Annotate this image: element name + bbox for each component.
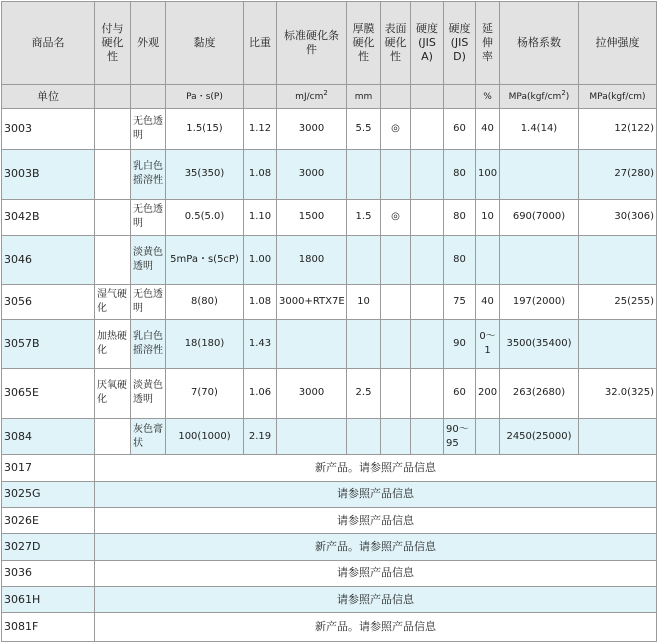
appearance: 乳白色摇溶性 [131,320,166,369]
product-name: 3027D [2,534,95,560]
product-info-note: 请参照产品信息 [95,507,657,533]
youngs-modulus: 3500(35400) [500,320,579,369]
cure-type [95,418,131,455]
tensile-strength: 32.0(325) [579,369,657,419]
cure-type [95,109,131,150]
surface-cure [381,236,411,285]
header-product-name: 商品名 [2,2,95,85]
appearance: 无色透明 [131,199,166,236]
elongation: 0～1 [476,320,500,369]
header-cure-type: 付与硬化性 [95,2,131,85]
note-row [2,560,657,586]
product-name: 3057B [2,320,95,369]
note-row [2,455,657,481]
cure-condition: 1800 [277,236,347,285]
product-info-note: 请参照产品信息 [95,560,657,586]
specific-gravity: 1.08 [244,284,277,319]
unit-modulus: $MPa(kgf/cm^2)$ [500,85,579,109]
thick-film [347,150,381,200]
tensile-strength: 30(306) [579,199,657,236]
elongation: 200 [476,369,500,419]
elongation: 40 [476,109,500,150]
appearance: 乳白色摇溶性 [131,150,166,200]
elongation: 10 [476,199,500,236]
header-thick-film: 厚膜硬化性 [347,2,381,85]
hardness-a [411,236,444,285]
product-info-note: 新产品。请参照产品信息 [95,534,657,560]
hardness-d: 90 [444,320,476,369]
unit-label: 单位 [2,85,95,109]
product-info-note: 新产品。请参照产品信息 [95,455,657,481]
tensile-strength [579,418,657,455]
specific-gravity: 1.00 [244,236,277,285]
product-name: 3065E [2,369,95,419]
product-name: 3003 [2,109,95,150]
viscosity: 0.5(5.0) [166,199,244,236]
elongation: 100 [476,150,500,200]
note-row [2,507,657,533]
header-surface-cure: 表面硬化性 [381,2,411,85]
specific-gravity: 1.08 [244,150,277,200]
specific-gravity: 1.12 [244,109,277,150]
hardness-a [411,369,444,419]
thick-film: 1.5 [347,199,381,236]
unit-cure: $mJ/cm^2$ [277,85,347,109]
specific-gravity: 1.06 [244,369,277,419]
cure-condition: 3000 [277,369,347,419]
thick-film [347,320,381,369]
product-info-note: 请参照产品信息 [95,587,657,613]
table-row [2,109,657,150]
elongation [476,418,500,455]
youngs-modulus [500,236,579,285]
hardness-a [411,109,444,150]
unit-viscosity: Pa・s(P) [166,85,244,109]
table-row [2,150,657,200]
viscosity: 8(80) [166,284,244,319]
product-name: 3084 [2,418,95,455]
elongation [476,236,500,285]
viscosity: 1.5(15) [166,109,244,150]
tensile-strength [579,236,657,285]
unit-row [2,85,657,109]
cure-condition: 3000 [277,109,347,150]
viscosity: 100(1000) [166,418,244,455]
unit-tensile: MPa(kgf/cm) [579,85,657,109]
youngs-modulus: 2450(25000) [500,418,579,455]
header-tensile-strength: 拉伸强度 [579,2,657,85]
tensile-strength: 27(280) [579,150,657,200]
hardness-d: 60 [444,369,476,419]
cure-condition: 3000+RTX7E [277,284,347,319]
header-specific-gravity: 比重 [244,2,277,85]
note-row [2,587,657,613]
product-name: 3003B [2,150,95,200]
viscosity: 5mPa・s(5cP) [166,236,244,285]
product-name: 3026E [2,507,95,533]
cure-type: 湿气硬化 [95,284,131,319]
surface-cure [381,150,411,200]
appearance: 无色透明 [131,109,166,150]
tensile-strength: 25(255) [579,284,657,319]
surface-cure [381,418,411,455]
hardness-d: 80 [444,199,476,236]
youngs-modulus [500,150,579,200]
hardness-a [411,199,444,236]
table-row [2,320,657,369]
thick-film: 10 [347,284,381,319]
youngs-modulus: 690(7000) [500,199,579,236]
cure-condition: 1500 [277,199,347,236]
product-name: 3017 [2,455,95,481]
product-name: 3042B [2,199,95,236]
hardness-a [411,320,444,369]
table-row [2,418,657,455]
appearance: 灰色膏状 [131,418,166,455]
hardness-d: 80 [444,236,476,285]
thick-film [347,236,381,285]
hardness-a [411,284,444,319]
table-row [2,199,657,236]
youngs-modulus: 263(2680) [500,369,579,419]
youngs-modulus: 197(2000) [500,284,579,319]
surface-cure [381,284,411,319]
note-row [2,481,657,507]
specific-gravity: 1.43 [244,320,277,369]
cure-condition: 3000 [277,150,347,200]
header-youngs-modulus: 杨格系数 [500,2,579,85]
header-cure-condition: 标准硬化条件 [277,2,347,85]
viscosity: 18(180) [166,320,244,369]
product-info-note: 请参照产品信息 [95,481,657,507]
product-name: 3061H [2,587,95,613]
unit-elongation: % [476,85,500,109]
cure-type: 加热硬化 [95,320,131,369]
surface-cure: ◎ [381,109,411,150]
youngs-modulus: 1.4(14) [500,109,579,150]
surface-cure: ◎ [381,199,411,236]
hardness-d: 75 [444,284,476,319]
thick-film: 2.5 [347,369,381,419]
specific-gravity: 2.19 [244,418,277,455]
table-row [2,369,657,419]
header-appearance: 外观 [131,2,166,85]
cure-type [95,199,131,236]
surface-cure [381,320,411,369]
thick-film [347,418,381,455]
header-hardness-a: 硬度(JIS A) [411,2,444,85]
cure-type [95,236,131,285]
viscosity: 35(350) [166,150,244,200]
header-hardness-d: 硬度(JIS D) [444,2,476,85]
elongation: 40 [476,284,500,319]
appearance: 淡黄色透明 [131,236,166,285]
header-row [2,2,657,85]
hardness-d: 90～95 [444,418,476,455]
hardness-a [411,150,444,200]
table-row [2,284,657,319]
hardness-d: 80 [444,150,476,200]
header-viscosity: 黏度 [166,2,244,85]
product-name: 3056 [2,284,95,319]
note-row [2,534,657,560]
specific-gravity: 1.10 [244,199,277,236]
viscosity: 7(70) [166,369,244,419]
tensile-strength: 12(122) [579,109,657,150]
note-row [2,613,657,642]
cure-type [95,150,131,200]
product-name: 3025G [2,481,95,507]
surface-cure [381,369,411,419]
product-spec-table [1,1,657,642]
product-info-note: 新产品。请参照产品信息 [95,613,657,642]
appearance: 淡黄色透明 [131,369,166,419]
hardness-d: 60 [444,109,476,150]
product-name: 3046 [2,236,95,285]
thick-film: 5.5 [347,109,381,150]
product-name: 3081F [2,613,95,642]
header-elongation: 延伸率 [476,2,500,85]
table-row [2,236,657,285]
cure-condition [277,320,347,369]
product-name: 3036 [2,560,95,586]
hardness-a [411,418,444,455]
tensile-strength [579,320,657,369]
unit-thickness: mm [347,85,381,109]
appearance: 无色透明 [131,284,166,319]
cure-type: 厌氧硬化 [95,369,131,419]
cure-condition [277,418,347,455]
